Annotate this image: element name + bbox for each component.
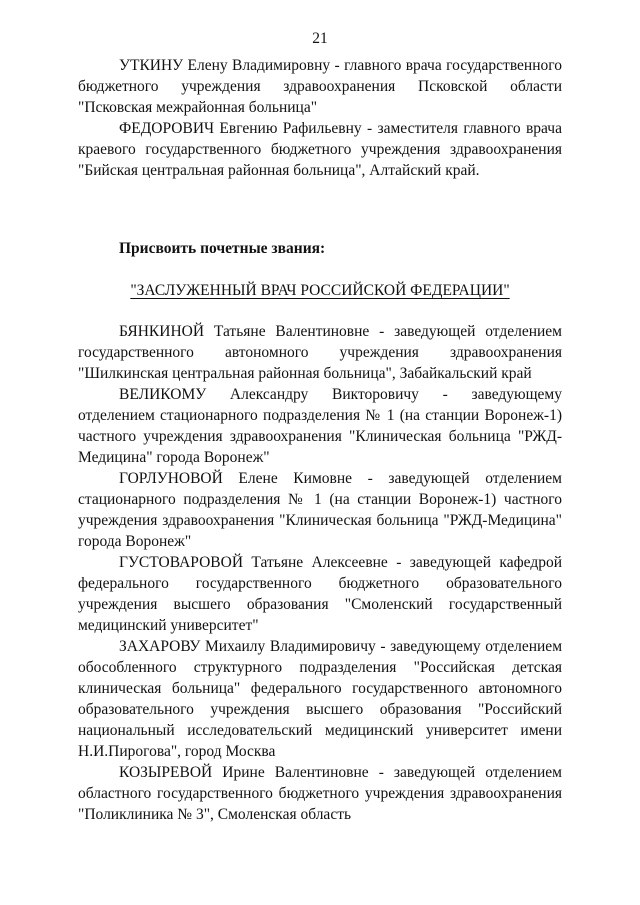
entry-zakharov: ЗАХАРОВУ Михаилу Владимировичу - заведующему отделением обособленного структурного подразделения "Российская детская клиническая больница" федерального государственного автономного образовательного учреждения высшего образования "Российский национальный исследовательский медицинский университет имени Н.И.Пирогова", город Москва [78, 638, 562, 760]
entry-byankina: БЯНКИНОЙ Татьяне Валентиновне - заведующей отделением государственного автономного учреждения здравоохранения "Шилкинская центральная районная больница", Забайкальский край [78, 323, 562, 382]
entry-kozyreva: КОЗЫРЕВОЙ Ирине Валентиновне - заведующей отделением областного государственного бюджетного учреждения здравоохранения "Поликлиника № 3", Смоленская область [78, 764, 562, 823]
entry-utkina: УТКИНУ Елену Владимировну - главного врача государственного бюджетного учреждения здравоохранения Псковской области "Псковская межрайонная больница" [78, 57, 562, 116]
entry-fedorovich: ФЕДОРОВИЧ Евгению Рафильевну - заместителя главного врача краевого государственного бюджетного учреждения здравоохранения "Бийская центральная районная больница", Алтайский край. [78, 120, 562, 179]
entry-gustovarova: ГУСТОВАРОВОЙ Татьяне Алексеевне - заведующей кафедрой федерального государственного бюджетного образовательного учреждения высшего образования "Смоленский государственный медицинский университет" [78, 554, 562, 634]
entry-velikomu: ВЕЛИКОМУ Александру Викторовичу - заведующему отделением стационарного подразделения № 1 (на станции Воронеж-1) частного учреждения здравоохранения "Клиническая больница "РЖД-Медицина" города Воронеж" [78, 386, 562, 466]
section-heading: Присвоить почетные звания: [119, 240, 326, 257]
page-number: 21 [312, 30, 328, 47]
entry-gorlunova: ГОРЛУНОВОЙ Елене Кимовне - заведующей отделением стационарного подразделения № 1 (на станции Воронеж-1) частного учреждения здравоохранения "Клиническая больница "РЖД-Медицина" города Воронеж" [78, 470, 562, 550]
award-title-text: "ЗАСЛУЖЕННЫЙ ВРАЧ РОССИЙСКОЙ ФЕДЕРАЦИИ" [130, 282, 510, 299]
award-entries [78, 321, 562, 825]
award-title [0, 282, 640, 300]
top-entries [78, 55, 562, 181]
